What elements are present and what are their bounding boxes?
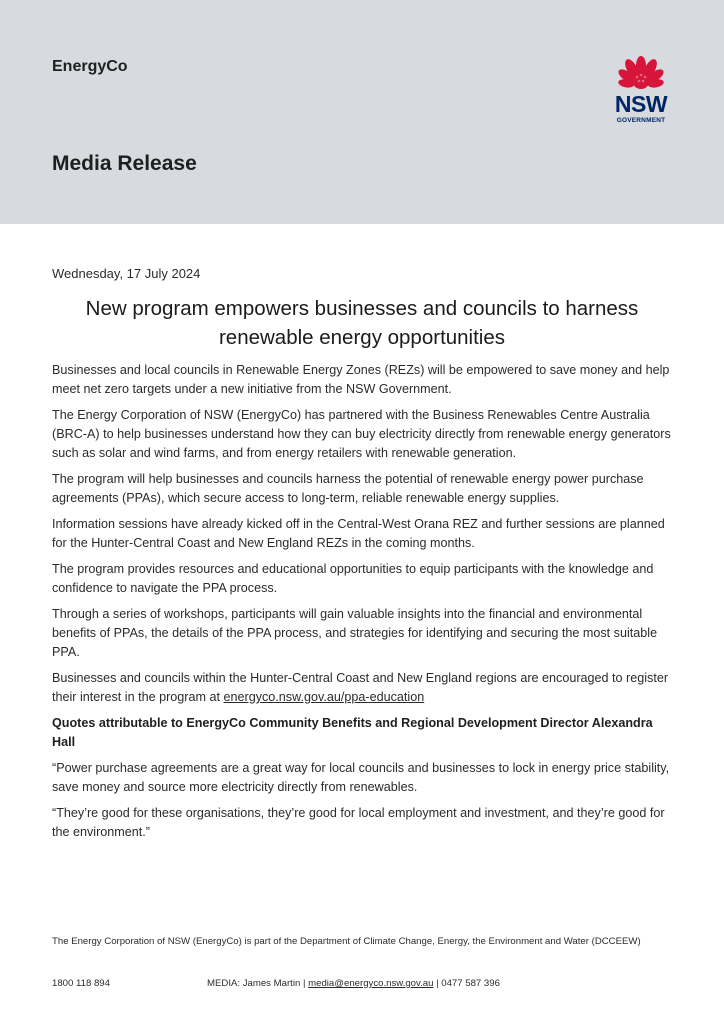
release-title: New program empowers businesses and councils to harness renewable energy opportunities [85, 297, 639, 349]
register-link[interactable]: energyco.nsw.gov.au/ppa-education [223, 690, 425, 704]
body-paragraph: Information sessions have already kicked off in the Central-West Orana REZ and further sessions are planned for the Hunter-Central Coast and New England REZs in the coming months. [52, 517, 665, 550]
footer-note: The Energy Corporation of NSW (EnergyCo) is part of the Department of Climate Change, Energy, the Environment and Water (DCCEEW) [52, 936, 641, 947]
waratah-flower-icon [606, 56, 676, 94]
register-paragraph [52, 669, 678, 707]
body-paragraph: The Energy Corporation of NSW (EnergyCo) has partnered with the Business Renewables Centre Australia (BRC-A) to help businesses understand how they can buy electricity directly from renewable energy generators such as solar and wind farms, and from energy retailers with renewable generation. [52, 408, 671, 460]
register-text: Businesses and councils within the Hunter-Central Coast and New England regions are encouraged to register their interest in the program at [52, 671, 669, 704]
quote-heading: Quotes attributable to EnergyCo Community Benefits and Regional Development Director Alexandra Hall [52, 716, 653, 749]
release-body [52, 361, 678, 849]
media-prefix: MEDIA: James Martin | [207, 978, 309, 989]
logo-subtext: GOVERNMENT [616, 117, 666, 124]
body-paragraph: Through a series of workshops, participants will gain valuable insights into the financial and environmental benefits of PPAs, the details of the PPA process, and strategies for identifying and securing the most suitable PPA. [52, 607, 658, 659]
logo-wordmark: NSW [614, 91, 668, 117]
org-name: EnergyCo [52, 58, 128, 75]
document-type-heading: Media Release [52, 152, 197, 175]
release-date: Wednesday, 17 July 2024 [52, 266, 201, 281]
body-paragraph: The program provides resources and educational opportunities to equip participants with the knowledge and confidence to navigate the PPA process. [52, 562, 654, 595]
quote-paragraph: “They’re good for these organisations, they’re good for local employment and investment, and they’re good for the environment.” [52, 806, 665, 839]
body-paragraph: Businesses and local councils in Renewable Energy Zones (REZs) will be empowered to save money and help meet net zero targets under a new initiative from the NSW Government. [52, 363, 670, 396]
footer-media-contact [207, 977, 500, 991]
media-email-link[interactable]: media@energyco.nsw.gov.au [308, 978, 434, 989]
footer-phone: 1800 118 894 [52, 978, 110, 989]
nsw-government-logo [606, 56, 676, 128]
body-paragraph: The program will help businesses and councils harness the potential of renewable energy power purchase agreements (PPAs), which secure access to long-term, reliable renewable energy supplies. [52, 472, 644, 505]
quote-paragraph: “Power purchase agreements are a great way for local councils and businesses to lock in energy price stability, save money and source more electricity directly from renewables. [52, 761, 670, 794]
header-banner [0, 0, 724, 224]
media-suffix: | 0477 587 396 [433, 978, 500, 989]
